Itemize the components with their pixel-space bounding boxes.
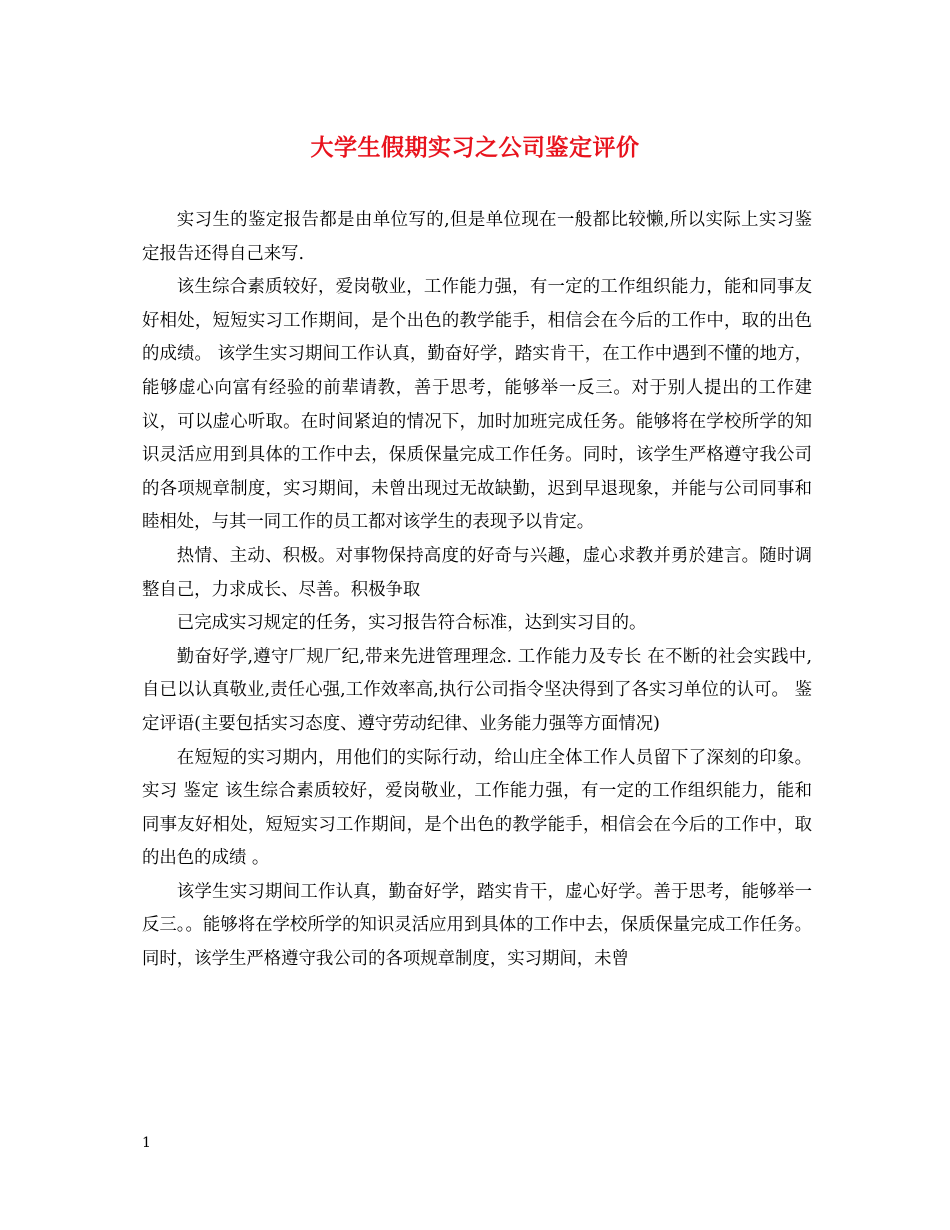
paragraph-intro: 实习生的鉴定报告都是由单位写的,但是单位现在一般都比较懒,所以实际上实习鉴定报告还得自己来写. [142,210,812,264]
paragraph-evaluation-4: 勤奋好学,遵守厂规厂纪,带来先进管理理念. 工作能力及专长 在不断的社会实践中,自已以认真敬业,责任心强,工作效率高,执行公司指令坚决得到了各实习单位的认可。 鉴定评语(主要包括实习态度、遵守劳动纪律、业务能力强等方面情况) [142,646,812,734]
paragraph-evaluation-3: 已完成实习规定的任务，实习报告符合标准，达到实习目的。 [176,613,647,634]
paragraph-evaluation-5: 在短短的实习期内，用他们的实际行动，给山庄全体工作人员留下了深刻的印象。实习 鉴定 该生综合素质较好，爱岗敬业，工作能力强，有一定的工作组织能力，能和同事友好相处，短短实习工作期间，是个出色的教学能手，相信会在今后的工作中，取的出色的成绩 。 [142,747,812,869]
paragraph-evaluation-6: 该学生实习期间工作认真，勤奋好学，踏实肯干，虚心好学。善于思考，能够举一反三。。能够将在学校所学的知识灵活应用到具体的工作中去，保质保量完成工作任务。同时，该学生严格遵守我公司的各项规章制度，实习期间，未曾 [142,881,812,970]
paragraph-evaluation-2: 热情、主动、积极。对事物保持高度的好奇与兴趣，虚心求教并勇於建言。随时调整自己，力求成长、尽善。积极争取 [142,545,812,600]
document-body [142,204,812,977]
page-number: 1 [142,1135,151,1151]
document-title: 大学生假期实习之公司鉴定评价 [310,135,640,161]
paragraph-evaluation-1: 该生综合素质较好，爱岗敬业，工作能力强，有一定的工作组织能力，能和同事友好相处，短短实习工作期间，是个出色的教学能手，相信会在今后的工作中，取的出色的成绩。 该学生实习期间工作认真，勤奋好学，踏实肯干，在工作中遇到不懂的地方，能够虚心向富有经验的前辈请教，善于思考，能够举一反三。对于别人提出的工作建议，可以虚心听取。在时间紧迫的情况下，加时加班完成任务。能够将在学校所学的知识灵活应用到具体的工作中去，保质保量完成工作任务。同时，该学生严格遵守我公司的各项规章制度，实习期间，未曾出现过无故缺勤，迟到早退现象，并能与公司同事和睦相处，与其一同工作的员工都对该学生的表现予以肯定。 [142,277,812,533]
